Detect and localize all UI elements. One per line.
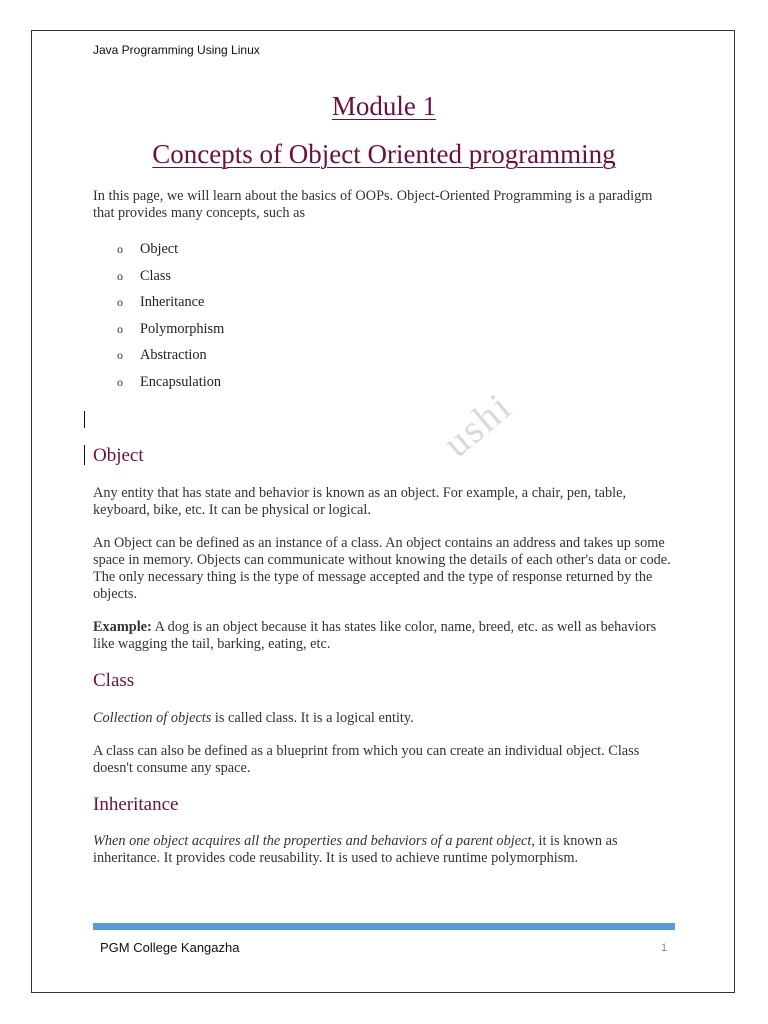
module-title: Module 1 — [331, 91, 437, 121]
class-paragraph-2: A class can also be defined as a blueprint from which you can create an individual object. Class doesn't consume any space. — [93, 743, 640, 776]
object-paragraph-2: An Object can be defined as an instance of a class. An object contains an address and takes up some space in memory. Objects can communicate without knowing the details of each other's data or code. The only necessary thing is the type of message accepted and the type of response returned by the objects. — [93, 535, 671, 602]
page-header: Java Programming Using Linux — [93, 43, 260, 57]
bullet-icon: o — [117, 321, 123, 336]
document-page — [31, 30, 735, 993]
bullet-icon: o — [117, 268, 123, 283]
list-item — [114, 294, 224, 321]
bullet-icon: o — [117, 242, 123, 256]
bullet-icon: o — [117, 374, 123, 389]
list-item-label: Class — [140, 267, 171, 284]
list-item-label: Abstraction — [140, 347, 207, 363]
inheritance-definition-italic: When one object acquires all the properties and behaviors of a parent object — [93, 833, 532, 849]
inheritance-definition-rest: , it is known as inheritance. It provides code reusability. It is used to achieve runtime polymorphism. — [93, 833, 618, 866]
list-item-label: Inheritance — [140, 294, 205, 310]
text-cursor — [84, 445, 85, 465]
watermark: ushi — [434, 383, 521, 466]
object-example-paragraph — [93, 619, 677, 653]
list-item-label: Polymorphism — [140, 320, 225, 337]
list-item — [114, 374, 224, 401]
list-item — [114, 268, 224, 295]
list-item — [114, 241, 224, 268]
concept-list — [114, 241, 224, 400]
section-heading-class: Class — [93, 670, 135, 691]
inheritance-paragraph — [93, 833, 677, 867]
footer-college: PGM College Kangazha — [100, 940, 240, 955]
section-heading-inheritance: Inheritance — [93, 794, 179, 815]
example-text: A dog is an object because it has states like color, name, breed, etc. as well as behaviors like wagging the tail, barking, eating, etc. — [93, 619, 657, 652]
list-item — [114, 347, 224, 374]
example-label: Example: — [93, 619, 152, 635]
object-paragraph-1: Any entity that has state and behavior is known as an object. For example, a chair, pen, table, keyboard, bike, etc. It can be physical or logical. — [93, 485, 627, 518]
page-number: 1 — [661, 942, 668, 954]
document-title: Concepts of Object Oriented programming — [152, 139, 616, 169]
bullet-icon: o — [117, 348, 123, 362]
section-heading-object: Object — [93, 445, 144, 466]
list-item-label: Object — [140, 241, 179, 257]
list-item — [114, 321, 224, 348]
class-definition-rest: is called class. It is a logical entity. — [211, 710, 414, 726]
text-cursor — [84, 411, 85, 428]
class-paragraph-1 — [93, 710, 677, 727]
footer-rule — [93, 923, 675, 930]
list-item-label: Encapsulation — [140, 373, 221, 390]
bullet-icon: o — [117, 295, 123, 309]
class-definition-italic: Collection of objects — [93, 710, 212, 726]
intro-paragraph: In this page, we will learn about the basics of OOPs. Object-Oriented Programming is a paradigm that provides many concepts, such as — [93, 188, 653, 221]
